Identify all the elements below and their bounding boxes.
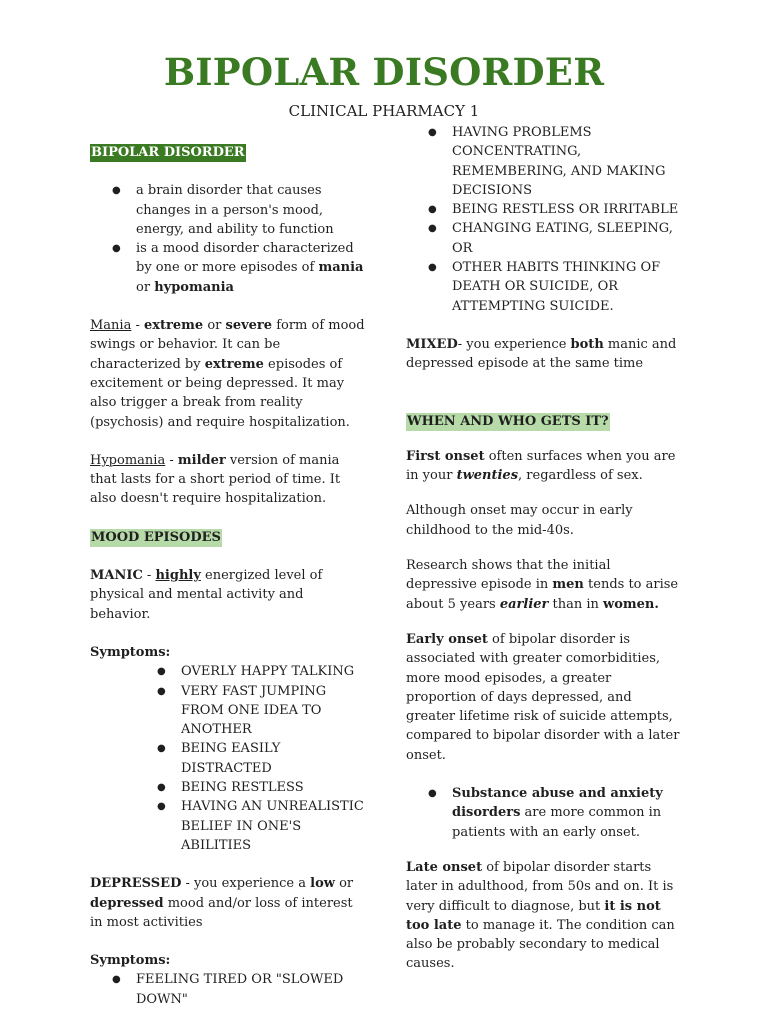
right-column (406, 123, 681, 974)
first-onset-paragraph: First onset often surfaces when you are in your twenties, regardless of sex. (406, 448, 676, 484)
manic-paragraph: MANIC - highly energized level of physical and mental activity and behavior. (90, 568, 323, 622)
list-item: ● HAVING PROBLEMS CONCENTRATING, REMEMBERING, AND MAKING DECISIONS (406, 123, 681, 200)
definition-list (90, 181, 365, 297)
left-column (90, 143, 365, 1009)
depressed-symptoms-list-continued (406, 123, 681, 316)
list-item: ● HAVING AN UNREALISTIC BELIEF IN ONE'S ABILITIES (90, 797, 365, 855)
substance-list (406, 784, 681, 842)
list-item: ● BEING RESTLESS OR IRRITABLE (406, 200, 681, 219)
childhood-paragraph: Although onset may occur in early childhood to the mid-40s. (406, 503, 633, 538)
list-item: ● BEING RESTLESS (90, 778, 365, 797)
symptoms-label: Symptoms: (90, 953, 171, 969)
manic-symptoms-list (90, 662, 365, 855)
list-item: ● BEING EASILY DISTRACTED (90, 739, 365, 778)
list-item: ● FEELING TIRED OR "SLOWED DOWN" (90, 970, 365, 1009)
research-paragraph: Research shows that the initial depressive episode in men tends to arise about 5 years earlier than in women. (406, 558, 679, 612)
depressed-paragraph: DEPRESSED - you experience a low or depressed mood and/or loss of interest in most activities (90, 876, 354, 930)
document-subtitle: CLINICAL PHARMACY 1 (288, 102, 480, 120)
section-heading-bipolar: BIPOLAR DISORDER (91, 145, 245, 160)
section-heading-mood-episodes: MOOD EPISODES (91, 529, 221, 545)
symptoms-label: Symptoms: (90, 644, 171, 660)
list-item: ● Substance abuse and anxiety disorders are more common in patients with an early onset. (406, 784, 681, 842)
late-onset-paragraph: Late onset of bipolar disorder starts later in adulthood, from 50s and on. It is very difficult to diagnose, but it is not too late to manage it. The condition can also be probably secondary to medical causes. (406, 859, 675, 972)
list-item: ● a brain disorder that causes changes in a person's mood, energy, and ability to function (90, 181, 365, 239)
document-title: BIPOLAR DISORDER (163, 50, 605, 94)
list-item: ● CHANGING EATING, SLEEPING, OR (406, 219, 681, 258)
mixed-paragraph: MIXED- you experience both manic and depressed episode at the same time (406, 336, 677, 372)
list-item: ● VERY FAST JUMPING FROM ONE IDEA TO ANOTHER (90, 682, 365, 740)
section-heading-when-who: WHEN AND WHO GETS IT? (407, 413, 609, 429)
list-item: ● is a mood disorder characterized by one or more episodes of mania or hypomania (90, 239, 365, 297)
list-item: ● OTHER HABITS THINKING OF DEATH OR SUICIDE, OR ATTEMPTING SUICIDE. (406, 258, 681, 316)
mania-paragraph: Mania - extreme or severe form of mood swings or behavior. It can be characterized by extreme episodes of excitement or being depressed. It may also trigger a break from reality (psychosis) and require hospitalization. (90, 318, 365, 430)
depressed-symptoms-list (90, 970, 365, 1009)
list-item: ● OVERLY HAPPY TALKING (90, 662, 365, 681)
early-onset-paragraph: Early onset of bipolar disorder is associated with greater comorbidities, more mood episodes, a greater proportion of days depressed, and greater lifetime risk of suicide attempts, compared to bipolar disorder with a later onset. (406, 631, 680, 763)
hypomania-paragraph: Hypomania - milder version of mania that lasts for a short period of time. It also doesn't require hospitalization. (90, 452, 341, 507)
